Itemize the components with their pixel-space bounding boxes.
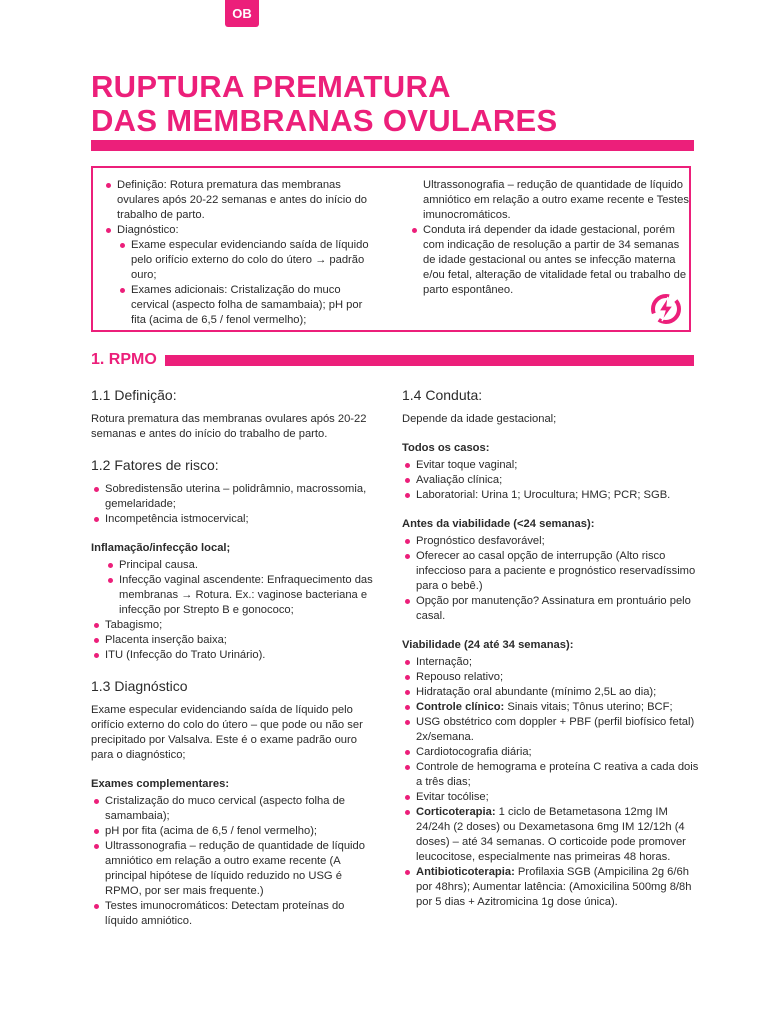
summary-diagnosis-label: Diagnóstico: bbox=[103, 223, 375, 238]
inflammation-item: Principal causa. bbox=[105, 558, 376, 573]
summary-definition: Definição: Rotura prematura das membranas ovulares após 20-22 semanas e antes do início do trabalho de parto. bbox=[103, 178, 375, 223]
viability-item: Cardiotocografia diária; bbox=[402, 745, 702, 760]
title-line-2: DAS MEMBRANAS OVULARES bbox=[91, 103, 558, 138]
section-divider bbox=[165, 355, 694, 366]
title-divider bbox=[91, 140, 694, 151]
summary-box bbox=[91, 166, 691, 332]
title-line-1: RUPTURA PREMATURA bbox=[91, 69, 451, 104]
antibiotic-label: Antibioticoterapia: bbox=[416, 866, 515, 878]
pre-viability-item: Prognóstico desfavorável; bbox=[402, 534, 702, 549]
left-column bbox=[91, 386, 376, 929]
summary-conduct: Conduta irá depender da idade gestacional, porém com indicação de resolução a partir de 34 semanas de idade gestacional ou antes se infecção materna e/ou fetal, alteração de vitalidade fetal ou trabalho de parto espontâneo. bbox=[409, 223, 689, 298]
risk-item: ITU (Infecção do Trato Urinário). bbox=[91, 648, 376, 663]
definition-heading: 1.1 Definição: bbox=[91, 387, 177, 403]
conduct-heading: 1.4 Conduta: bbox=[402, 387, 483, 403]
exam-item: pH por fita (acima de 6,5 / fenol vermelho); bbox=[91, 824, 376, 839]
pre-viability-item: Oferecer ao casal opção de interrupção (Alto risco infeccioso para a paciente e prognóstico reservadíssimo para o bebê.) bbox=[402, 549, 702, 594]
diagnosis-heading: 1.3 Diagnóstico bbox=[91, 678, 188, 694]
risk-item: Sobredistensão uterina – polidrâmnio, macrossomia, gemelaridade; bbox=[91, 482, 376, 512]
viability-item bbox=[402, 865, 702, 910]
viability-item bbox=[402, 700, 702, 715]
all-cases-item: Laboratorial: Urina 1; Urocultura; HMG; PCR; SGB. bbox=[402, 488, 702, 503]
viability-item: Internação; bbox=[402, 655, 702, 670]
section-title: 1. RPMO bbox=[91, 351, 157, 368]
viability-label: Viabilidade (24 até 34 semanas): bbox=[402, 639, 574, 651]
all-cases-label: Todos os casos: bbox=[402, 442, 490, 454]
exam-item: Testes imunocromáticos: Detectam proteínas do líquido amniótico. bbox=[91, 899, 376, 929]
lightning-logo-icon bbox=[649, 292, 683, 326]
summary-diagnosis-additional: Exames adicionais: Cristalização do muco cervical (aspecto folha de samambaia); pH por fita (acima de 6,5 / fenol vermelho); bbox=[117, 283, 375, 328]
definition-text: Rotura prematura das membranas ovulares após 20-22 semanas e antes do início do trabalho de parto. bbox=[91, 413, 367, 440]
summary-left-column bbox=[103, 178, 375, 328]
all-cases-item: Evitar toque vaginal; bbox=[402, 458, 702, 473]
viability-item: Repouso relativo; bbox=[402, 670, 702, 685]
exams-label: Exames complementares: bbox=[91, 778, 230, 790]
diagnosis-text: Exame especular evidenciando saída de líquido pelo orifício externo do colo do útero – que pode ou não ser precipitado por Valsalva. Este é o exame padrão ouro para o diagnóstico; bbox=[91, 704, 363, 761]
exam-item: Ultrassonografia – redução de quantidade de líquido amniótico em relação a outro exame recente (A principal hipótese de líquido reduzido no USG é RPMO, por ser mais frequente.) bbox=[91, 839, 376, 899]
summary-right-column bbox=[409, 178, 689, 298]
viability-item bbox=[402, 805, 702, 865]
right-column bbox=[402, 386, 702, 910]
clinical-control-label: Controle clínico: bbox=[416, 701, 505, 713]
risk-factors-heading: 1.2 Fatores de risco: bbox=[91, 457, 219, 473]
conduct-text: Depende da idade gestacional; bbox=[402, 413, 557, 425]
pre-viability-label: Antes da viabilidade (<24 semanas): bbox=[402, 518, 595, 530]
section-header bbox=[91, 348, 694, 372]
viability-item: USG obstétrico com doppler + PBF (perfil biofísico fetal) 2x/semana. bbox=[402, 715, 702, 745]
risk-item: Tabagismo; bbox=[91, 618, 376, 633]
antibiotic-text: Profilaxia SGB (Ampicilina 2g 6/6h por 48hrs); Aumentar latência: (Amoxicilina 500mg 8/8h por 5 dias + Azitromicina 1g dose única). bbox=[416, 866, 692, 908]
corticotherapy-text: 1 ciclo de Betametasona 12mg IM 24/24h (2 doses) ou Dexametasona 6mg IM 12/12h (4 doses) – até 34 semanas. O corticoide pode promover leucocitose, especialmente nas primeiras 48 horas. bbox=[416, 806, 686, 863]
viability-item: Controle de hemograma e proteína C reativa a cada dois a três dias; bbox=[402, 760, 702, 790]
page-title bbox=[91, 70, 557, 138]
viability-item: Evitar tocólise; bbox=[402, 790, 702, 805]
all-cases-item: Avaliação clínica; bbox=[402, 473, 702, 488]
corticotherapy-label: Corticoterapia: bbox=[416, 806, 496, 818]
risk-item: Incompetência istmocervical; bbox=[91, 512, 376, 527]
pre-viability-item: Opção por manutenção? Assinatura em prontuário pelo casal. bbox=[402, 594, 702, 624]
inflammation-label: Inflamação/infecção local; bbox=[91, 542, 231, 554]
viability-item: Hidratação oral abundante (mínimo 2,5L ao dia); bbox=[402, 685, 702, 700]
clinical-control-text: Sinais vitais; Tônus uterino; BCF; bbox=[504, 701, 673, 713]
summary-continuation: Ultrassonografia – redução de quantidade de líquido amniótico em relação a outro exame recente e Testes imunocromáticos. bbox=[423, 179, 689, 221]
risk-item: Placenta inserção baixa; bbox=[91, 633, 376, 648]
exam-item: Cristalização do muco cervical (aspecto folha de samambaia); bbox=[91, 794, 376, 824]
summary-diagnosis-exam: Exame especular evidenciando saída de líquido pelo orifício externo do colo do útero → padrão ouro; bbox=[117, 238, 375, 283]
inflammation-item: Infecção vaginal ascendente: Enfraquecimento das membranas → Rotura. Ex.: vaginose bacteriana e infecção por Strepto B e gonococo; bbox=[105, 573, 376, 618]
category-tag: OB bbox=[225, 0, 259, 27]
